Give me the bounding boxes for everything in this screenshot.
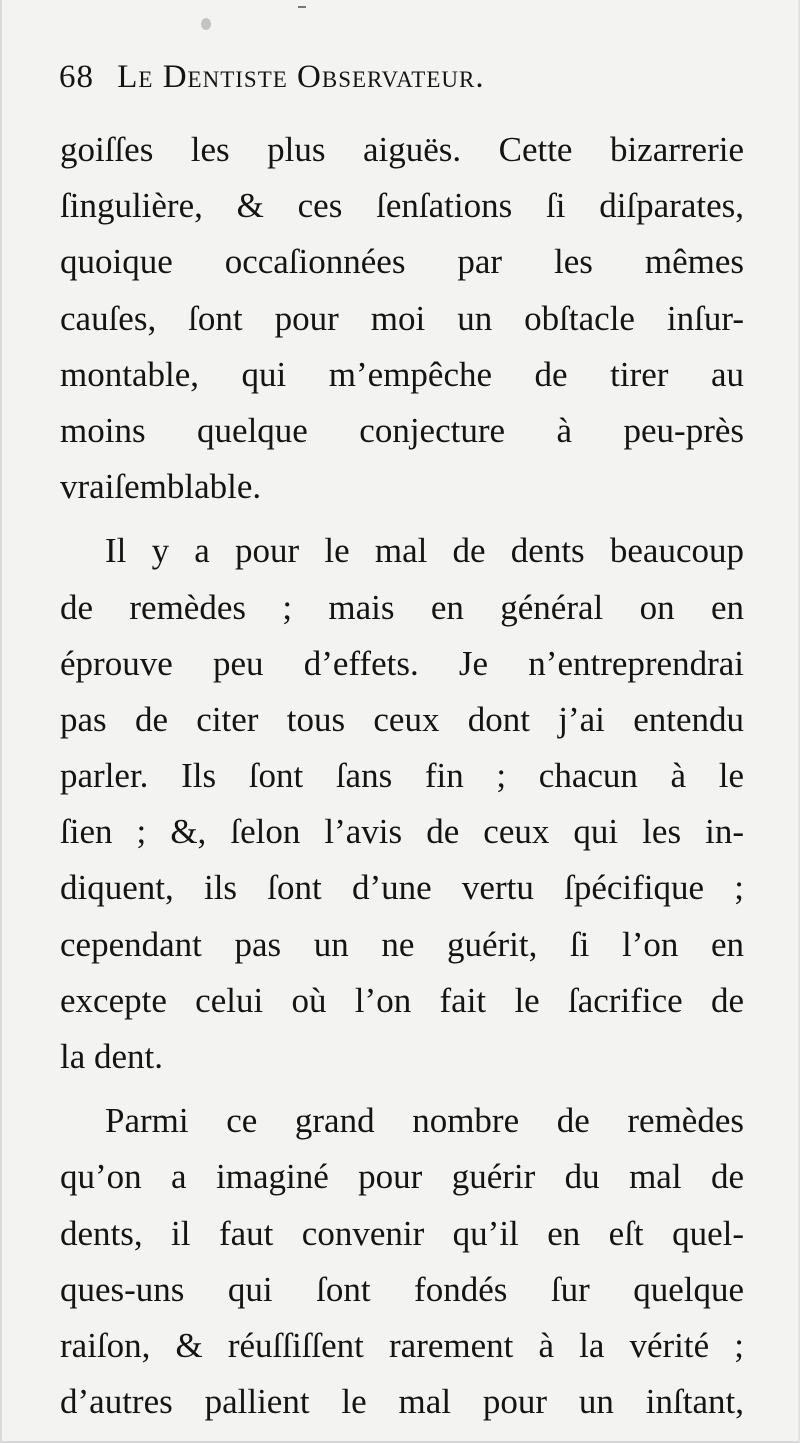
text-line: qu’on a imaginé pour guérir du mal de: [60, 1157, 744, 1197]
text-line: Parmi ce grand nombre de remèdes: [105, 1101, 744, 1141]
text-line: éprouve peu d’effets. Je n’entreprendrai: [60, 643, 744, 683]
text-line: la dent.: [60, 1037, 164, 1076]
running-title: Le Dentiste Observateur.: [117, 59, 485, 95]
text-line: parler. Ils ſont ſans fin ; chacun à le: [60, 756, 744, 796]
text-line: diquent, ils ſont d’une vertu ſpécifique ;: [60, 868, 744, 908]
body-text: [60, 122, 744, 1430]
text-line: d’autres pallient le mal pour un inſtant,: [60, 1382, 744, 1422]
text-line: cependant pas un ne guérit, ſi l’on en: [60, 924, 744, 964]
text-line: vraiſemblable.: [60, 467, 262, 507]
text-line: de remèdes ; mais en général on en: [60, 587, 744, 627]
text-line: dents, il faut convenir qu’il en eſt quel-: [60, 1213, 744, 1253]
text-line: goiſſes les plus aiguës. Cette bizarrerie: [60, 130, 744, 169]
page-number: 68: [59, 59, 94, 95]
page-header: [59, 54, 759, 100]
text-line: ques-uns qui ſont fondés ſur quelque: [60, 1269, 744, 1309]
text-line: cauſes, ſont pour moi un obſtacle inſur-: [60, 298, 744, 338]
text-line: Il y a pour le mal de dents beaucoup: [105, 531, 744, 571]
text-line: pas de citer tous ceux dont j’ai entendu: [60, 699, 744, 739]
text-line: ſingulière, & ces ſenſations ſi diſparates,: [60, 186, 744, 226]
paragraph: [60, 122, 744, 515]
ink-mark: [298, 6, 306, 8]
text-line: montable, qui m’empêche de tirer au: [60, 354, 744, 394]
text-line: ſien ; &, ſelon l’avis de ceux qui les in-: [60, 812, 744, 852]
text-line: raiſon, & réuſſiſſent rarement à la vérité ;: [60, 1325, 744, 1365]
paragraph: [60, 523, 744, 1085]
text-line: excepte celui où l’on fait le ſacrifice de: [60, 980, 744, 1020]
text-line: moins quelque conjecture à peu-près: [60, 410, 744, 450]
paragraph: [60, 1093, 744, 1430]
ink-speck: [201, 18, 211, 30]
text-line: quoique occaſionnées par les mêmes: [60, 242, 744, 282]
